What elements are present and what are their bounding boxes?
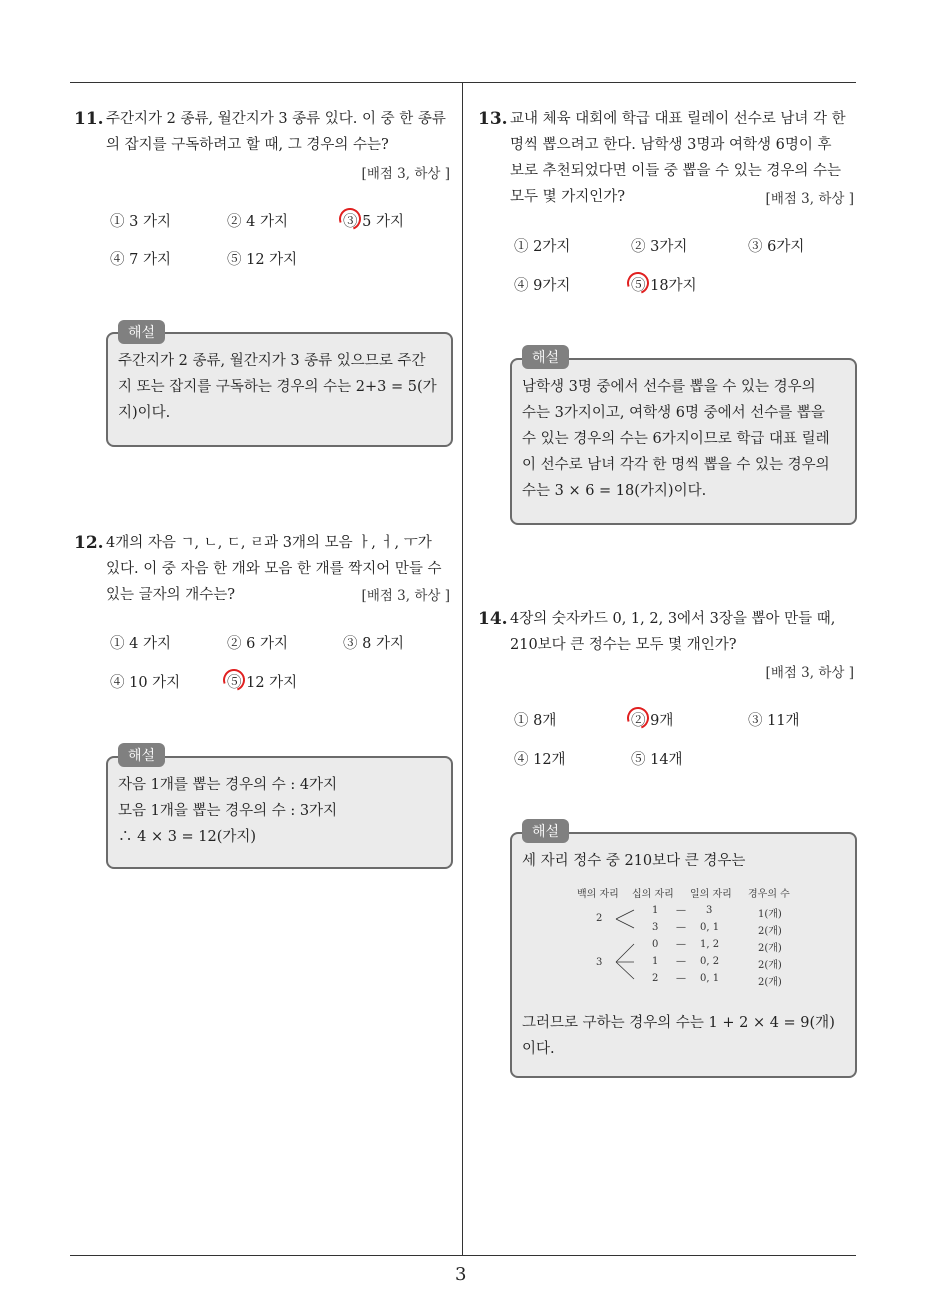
- q13-meta: [배점 3, 하상 ]: [765, 191, 854, 207]
- q12-option-4[interactable]: ④ 10 가지: [110, 675, 181, 691]
- q14-line1: 4장의 숫자카드 0, 1, 2, 3에서 3장을 뽑아 만들 때,: [510, 611, 836, 627]
- q13-explanation-tag: 해설: [522, 345, 569, 369]
- q14-option-5[interactable]: ⑤ 14개: [631, 752, 683, 768]
- q14-row3-tens: 0: [652, 939, 659, 950]
- q11-explanation-tag: 해설: [118, 320, 165, 344]
- q14-option-2[interactable]: ② 9개: [631, 713, 674, 729]
- q12-number: 12.: [74, 533, 104, 553]
- q13-line2: 명씩 뽑으려고 한다. 남학생 3명과 여학생 6명이 후: [510, 137, 832, 153]
- q14-row3-count: 2(개): [758, 943, 782, 954]
- q14-row4-tens: 1: [652, 956, 659, 967]
- q14-option-1[interactable]: ① 8개: [514, 713, 557, 729]
- q14-row5-tens: 2: [652, 973, 659, 984]
- q14-number: 14.: [478, 609, 508, 629]
- q13-option-2[interactable]: ② 3가지: [631, 239, 688, 255]
- q13-explanation-text: [522, 374, 852, 504]
- bottom-rule: [70, 1255, 856, 1256]
- q14-hundreds-2: 2: [596, 913, 603, 924]
- q13-explain-line2: 수는 3가지이고, 여학생 6명 중에서 선수를 뽑을: [522, 405, 825, 421]
- q13-option-3[interactable]: ③ 6가지: [748, 239, 805, 255]
- q13-option-4[interactable]: ④ 9가지: [514, 278, 571, 294]
- q14-row4-ones: 0, 2: [700, 956, 720, 967]
- q14-row1-tens: 1: [652, 905, 659, 916]
- q11-number: 11.: [74, 109, 104, 129]
- q13-explain-line4: 이 선수로 남녀 각각 한 명씩 뽑을 수 있는 경우의: [522, 457, 830, 473]
- q11-explain-line3: 지)이다.: [118, 405, 171, 421]
- q14-hundreds-3: 3: [596, 957, 603, 968]
- q14-row3-dash: —: [676, 939, 686, 950]
- q12-explain-line1: 자음 1개를 뽑는 경우의 수 : 4가지: [118, 777, 338, 793]
- top-rule: [70, 82, 856, 83]
- q14-row2-tens: 3: [652, 922, 659, 933]
- q11-option-1[interactable]: ① 3 가지: [110, 214, 171, 230]
- q14-row5-dash: —: [676, 973, 686, 984]
- q12-option-5[interactable]: ⑤ 12 가지: [227, 675, 298, 691]
- q14-text: [510, 606, 860, 658]
- q11-text: [106, 106, 456, 158]
- q11-explain-line1: 주간지가 2 종류, 월간지가 3 종류 있으므로 주간: [118, 353, 426, 369]
- q11-explain-line2: 지 또는 잡지를 구독하는 경우의 수는 2+3 = 5(가: [118, 379, 437, 395]
- q13-line4: 모두 몇 가지인가?: [510, 189, 626, 205]
- q14-meta: [배점 3, 하상 ]: [765, 665, 854, 681]
- q14-table-header-2: 십의 자리: [632, 889, 674, 900]
- q12-explain-line3: ∴ 4 × 3 = 12(가지): [118, 829, 257, 845]
- q13-line3: 보로 추천되었다면 이들 중 뽑을 수 있는 경우의 수는: [510, 163, 842, 179]
- q11-option-4[interactable]: ④ 7 가지: [110, 252, 171, 268]
- q11-meta: [배점 3, 하상 ]: [361, 166, 450, 182]
- q14-row1-ones: 3: [706, 905, 713, 916]
- q14-tree-branches: [612, 905, 642, 985]
- q14-explanation-tag: 해설: [522, 819, 569, 843]
- q14-option-3[interactable]: ③ 11개: [748, 713, 800, 729]
- q14-table-header-4: 경우의 수: [748, 889, 790, 900]
- q14-option-4[interactable]: ④ 12개: [514, 752, 566, 768]
- q13-explain-line5: 수는 3 × 6 = 18(가지)이다.: [522, 483, 707, 499]
- q14-line2: 210보다 큰 정수는 모두 몇 개인가?: [510, 637, 737, 653]
- q12-option-1[interactable]: ① 4 가지: [110, 636, 171, 652]
- page-number: 3: [455, 1264, 467, 1285]
- q13-explain-line3: 수 있는 경우의 수는 6가지이므로 학급 대표 릴레: [522, 431, 830, 447]
- q14-table-header-1: 백의 자리: [577, 889, 619, 900]
- q11-line2: 의 잡지를 구독하려고 할 때, 그 경우의 수는?: [106, 137, 389, 153]
- q13-number: 13.: [478, 109, 508, 129]
- q11-explanation-text: [118, 348, 448, 426]
- q14-explain-bottom-line2: 이다.: [522, 1041, 555, 1057]
- q13-option-5[interactable]: ⑤ 18가지: [631, 278, 697, 294]
- q12-line2: 있다. 이 중 자음 한 개와 모음 한 개를 짝지어 만들 수: [106, 561, 442, 577]
- q11-line1: 주간지가 2 종류, 월간지가 3 종류 있다. 이 중 한 종류: [106, 111, 446, 127]
- q12-explanation-tag: 해설: [118, 743, 165, 767]
- q14-row1-count: 1(개): [758, 909, 782, 920]
- q14-row5-ones: 0, 1: [700, 973, 720, 984]
- q14-row2-count: 2(개): [758, 926, 782, 937]
- q12-line1: 4개의 자음 ㄱ, ㄴ, ㄷ, ㄹ과 3개의 모음 ㅏ, ㅓ, ㅜ가: [106, 535, 432, 551]
- q13-option-1[interactable]: ① 2가지: [514, 239, 571, 255]
- q11-option-3[interactable]: ③ 5 가지: [343, 214, 404, 230]
- q13-explain-line1: 남학생 3명 중에서 선수를 뽑을 수 있는 경우의: [522, 379, 816, 395]
- q12-option-2[interactable]: ② 6 가지: [227, 636, 288, 652]
- q14-row4-count: 2(개): [758, 960, 782, 971]
- q14-explanation-top: 세 자리 정수 중 210보다 큰 경우는: [522, 853, 746, 869]
- q14-row2-ones: 0, 1: [700, 922, 720, 933]
- q13-line1: 교내 체육 대회에 학급 대표 릴레이 선수로 남녀 각 한: [510, 111, 846, 127]
- q12-explanation-text: [118, 772, 448, 850]
- q14-row3-ones: 1, 2: [700, 939, 720, 950]
- q11-option-2[interactable]: ② 4 가지: [227, 214, 288, 230]
- q12-explain-line2: 모음 1개을 뽑는 경우의 수 : 3가지: [118, 803, 338, 819]
- q14-row4-dash: —: [676, 956, 686, 967]
- q12-meta: [배점 3, 하상 ]: [361, 588, 450, 604]
- q14-table-header-3: 일의 자리: [690, 889, 732, 900]
- q11-option-5[interactable]: ⑤ 12 가지: [227, 252, 298, 268]
- q14-row2-dash: —: [676, 922, 686, 933]
- q12-option-3[interactable]: ③ 8 가지: [343, 636, 404, 652]
- q14-row1-dash: —: [676, 905, 686, 916]
- column-divider: [462, 82, 463, 1256]
- q14-row5-count: 2(개): [758, 977, 782, 988]
- q14-explanation-bottom: [522, 1010, 852, 1062]
- q12-line3: 있는 글자의 개수는?: [106, 587, 236, 603]
- q14-explain-bottom-line1: 그러므로 구하는 경우의 수는 1 + 2 × 4 = 9(개): [522, 1015, 835, 1031]
